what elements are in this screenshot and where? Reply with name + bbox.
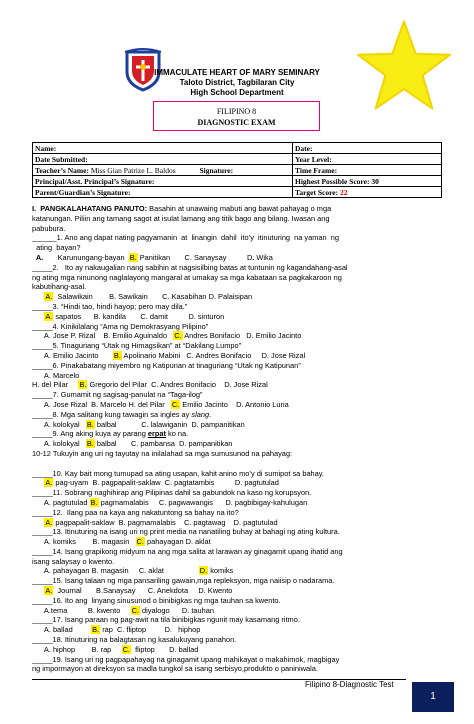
line-text: rap C. fliptop D. hiphop [100, 625, 201, 635]
answer-highlight: C. [136, 537, 144, 547]
school-district: Taloto District, Tagbilaran City [179, 78, 295, 87]
line-text: diyalogo D. tauhan [140, 605, 214, 615]
line-text: _____16. Ito ang linyang sinusunod o binibigkas ng mga tauhan sa kwento. [32, 595, 281, 605]
exam-line [32, 625, 444, 635]
line-text: A.tema B. kwento [32, 605, 131, 615]
exam-line [32, 557, 444, 567]
line-text [32, 518, 44, 527]
exam-line [32, 429, 444, 439]
line-text: pagpapalit-saklaw B. pagmamalabis C. pagtawag D. pagtutulad [53, 517, 278, 527]
exam-line [32, 449, 444, 459]
teacher-label: Teacher’s Name: [35, 165, 89, 175]
subject-title: FILIPINO 8 [216, 107, 257, 116]
exam-line [32, 586, 444, 596]
time-frame-field[interactable]: Time Frame: [293, 165, 442, 176]
exam-line [32, 478, 444, 488]
exam-line [32, 371, 444, 381]
answer-highlight: A. [45, 478, 53, 488]
exam-title: DIAGNOSTIC EXAM [197, 118, 276, 127]
line-text: pabubura. [32, 223, 66, 233]
line-text: Wika [254, 252, 273, 262]
answer-highlight: A. [45, 586, 53, 596]
line-text: _____10. Kay bait mong tumupad sa ating usapan, kahit anino mo’y di sumipot sa bahay. [32, 468, 324, 478]
exam-line [32, 635, 444, 645]
line-text: Salawikain B. Sawikain C. Kasabihan D. Palaisipan [53, 292, 253, 302]
line-text: _____18. Itinuturing na balagtasan ng kasalukuyang panahon. [32, 635, 237, 645]
exam-line [32, 459, 444, 469]
exam-line [32, 498, 444, 508]
line-text: A. Marcelo [32, 370, 80, 380]
line-text: _____14. Isang grapikong midyum na ang mga salita at larawan ay ginagamit upang ihatid ang [32, 546, 343, 556]
line-text: Andres Bonifacio D. Emilio Jacinto [182, 331, 302, 341]
exam-line [32, 380, 444, 390]
line-text: A. Emilio Jacinto [32, 350, 113, 360]
line-text: slang [191, 409, 210, 419]
exam-line [32, 488, 444, 498]
line-text: _____15. Isang talaan ng mga pansariling gawain,mga repleksyon, mga naiisip o nadarama. [32, 576, 335, 586]
footer-text: Filipino 8-Diagnostic Test [305, 680, 394, 689]
line-text: kabutihang-asal. [32, 282, 87, 292]
line-text [32, 312, 44, 321]
line-text: katanungan. Piliin ang tamang sagot at isulat lamang ang titik bago ang bilang. Iwasan ang [32, 213, 330, 223]
line-text: H. del Pilar [32, 380, 79, 390]
exam-line [32, 282, 444, 292]
line-text: _____6. Pinakabatang miyembro ng Katipunan at tinaguriang “Utak ng Katipunan” [32, 360, 301, 370]
line-text: balbal C. pambansa D. pampanitikan [94, 439, 233, 449]
exam-line [32, 566, 444, 576]
exam-line [32, 547, 444, 557]
school-department: High School Department [190, 88, 284, 97]
highest-score-field: Highest Possible Score: 30 [293, 176, 442, 187]
answer-highlight: A. [45, 517, 53, 527]
line-text [32, 586, 44, 595]
exam-line [32, 664, 444, 674]
exam-line [32, 273, 444, 283]
line-text: ng ating mga ninunong naglalayong mangaral at umakay sa mga kabataan sa pagkakaroon ng [32, 272, 342, 282]
line-text: pag-uyam B. pagpapalit-saklaw C. pagtatambis D. pagtutulad [53, 478, 279, 488]
exam-line [32, 400, 444, 410]
exam-line [32, 410, 444, 420]
exam-line [32, 508, 444, 518]
line-text [32, 292, 44, 301]
line-text: _____13. Itinuturing na isang uri ng print media na nanatiling buhay at bahagi ng ating kultura. [32, 527, 340, 537]
line-text: _____7. Gumamit ng sagisag-panulat na “Taga-ilog” [32, 390, 203, 400]
exam-line [32, 390, 444, 400]
line-text: Karunungang-bayan [43, 252, 129, 262]
line-text: ng impormayon at direksyon sa madla tungkol sa isang serbisyo,produkto o paniniwala. [32, 664, 318, 674]
line-text: _____12. Ilang paa na kaya ang nakatuntong sa bahay na ito? [32, 507, 239, 517]
answer-highlight: A. [45, 311, 53, 321]
answer-highlight: B. [86, 419, 94, 429]
answer-highlight: B. [113, 350, 121, 360]
year-level-field[interactable]: Year Level: [293, 154, 442, 165]
line-text: ______1. Ano ang dapat nating pagyamanin at linangin dahil ito’y itinuturing na yaman ng [32, 233, 339, 243]
line-text: Apolinario Mabini C. Andres Bonifacio D. Jose Rizal [121, 350, 306, 360]
line-text: 10-12 Tukuyin ang uri ng tayutay na inilalahad sa mga sumusunod na pahayag: [32, 448, 293, 458]
answer-highlight: A. [45, 292, 53, 302]
exam-line [32, 243, 444, 253]
line-text: balbal C. lalawiganin D. pampanitikan [94, 419, 245, 429]
line-text: Panitikan C. Sanaysay D [137, 252, 253, 262]
line-text: A. komiks B. magasin [32, 537, 136, 547]
line-text: Basahin at unawaing mabuti ang bawat pahayag o mga [149, 204, 332, 213]
exam-title-box [153, 101, 320, 131]
exam-line [32, 576, 444, 586]
line-text: . [252, 252, 255, 262]
exam-line [32, 469, 444, 479]
target-score-label: Target Score: [295, 187, 339, 197]
line-text: I. PANGKALAHATANG PANUTO: [32, 204, 150, 213]
exam-line [32, 204, 444, 214]
exam-line [32, 361, 444, 371]
line-text: komiks [208, 566, 234, 576]
line-text: Gregorio del Pilar C. Andres Bonifacio D. Jose Rizal [87, 380, 268, 390]
exam-line [32, 341, 444, 351]
line-text: _____8. Mga salitang kung tawagin sa ingles ay [32, 409, 192, 419]
target-score-value: 22 [340, 187, 348, 197]
line-text: A. ballad [32, 625, 92, 635]
principal-signature-field[interactable]: Principal/Asst. Principal’s Signature: [33, 176, 293, 187]
line-text: _____2. Ito ay nakaugalian nang sabihin at nagsisilbing batas at tuntunin ng kagandahang-asal [32, 262, 348, 272]
answer-highlight: D. [199, 566, 208, 576]
page-number: 1 [412, 682, 454, 712]
answer-highlight: C. [171, 399, 180, 409]
line-text: . [209, 409, 212, 419]
name-field[interactable]: Name: [33, 143, 293, 154]
exam-line [32, 527, 444, 537]
exam-line [32, 214, 444, 224]
line-text: Journal B.Sanaysay C. Anekdota D. Kwento [53, 586, 233, 596]
exam-line [32, 331, 444, 341]
line-text: _____19. Isang uri ng pagpapahayag na ginagamit upang mahikayat o makahimok, magbigay [32, 654, 340, 664]
line-text: A. Jose P. Rizal B. Emilio Aguinaldo [32, 331, 174, 341]
student-info-table [32, 142, 442, 198]
line-text: A. [32, 252, 44, 262]
line-text: pahayagan D. aklat [144, 537, 211, 547]
line-text: _____5. Tinaguriang “Utak ng Himagsikan” at “Dakilang Lumpo” [32, 341, 242, 351]
teacher-name: Miss Gian Patrize L. Baldos [90, 165, 176, 175]
line-text [32, 478, 44, 487]
exam-line [32, 312, 444, 322]
line-text: A. kolokyal [32, 419, 86, 429]
answer-highlight: C. [131, 605, 139, 615]
exam-line [32, 322, 444, 332]
exam-line [32, 253, 444, 263]
exam-line [32, 645, 444, 655]
school-name: IMMACULATE HEART OF MARY SEMINARY [154, 68, 320, 77]
line-text: ko na. [165, 429, 189, 439]
answer-highlight: B. [90, 497, 98, 507]
line-text: A. pagtutulad [32, 497, 90, 507]
line-text: _____4. Kinikilalang “Ama ng Demokrasyang Pilipino” [32, 321, 209, 331]
line-text: _____11. Sobrang naghihirap ang Pilipinas dahil sa gabundok na kaso ng korupsyon. [32, 488, 312, 498]
line-text: _____9. Ang aking kuya ay parang [32, 429, 148, 439]
exam-line [32, 292, 444, 302]
exam-line [32, 655, 444, 665]
exam-line [32, 233, 444, 243]
exam-line [32, 615, 444, 625]
signature-label: Signature: [199, 165, 234, 175]
exam-line [32, 224, 444, 234]
exam-line [32, 302, 444, 312]
exam-line [32, 518, 444, 528]
line-text: A. pahayagan B. magasin C. aklat [32, 566, 199, 576]
line-text: A. Jose Rizal B. Marcelo H. del Pilar [32, 399, 171, 409]
line-text: erpat [147, 429, 166, 439]
exam-line [32, 537, 444, 547]
parent-signature-field[interactable]: Parent/Guardian’s Signature: [33, 187, 293, 198]
teacher-name-field [33, 165, 293, 176]
exam-line [32, 263, 444, 273]
exam-line [32, 606, 444, 616]
line-text: Emilio Jacinto D. Antonio Luna [180, 399, 289, 409]
exam-questions [32, 204, 444, 674]
date-submitted-field[interactable]: Date Submitted: [33, 154, 293, 165]
line-text: A. kolokyal [32, 439, 86, 449]
answer-highlight: C. [174, 331, 182, 341]
answer-highlight: B. [86, 439, 94, 449]
answer-highlight: C. [122, 644, 130, 654]
line-text: A. hiphop B. rap [32, 644, 122, 654]
line-text: isang salaysay o kwento. [32, 556, 115, 566]
answer-highlight: B. [92, 625, 100, 635]
line-text: _____17. Isang paraan ng pag-awit na tila binibigkas ngunit may kasamang ritmo. [32, 615, 300, 625]
exam-line [32, 596, 444, 606]
target-score-field [293, 187, 442, 198]
line-text: _____3. “Hindi tao, hindi hayop; pero may dila.” [32, 301, 188, 311]
exam-line [32, 351, 444, 361]
exam-line [32, 439, 444, 449]
date-field[interactable]: Date: [293, 143, 442, 154]
line-text: pagmamalabis C. pagwawangis D. pagbibigay-kahulugan [98, 497, 308, 507]
answer-highlight: B. [129, 252, 137, 262]
star-icon [355, 18, 453, 113]
answer-highlight: B. [79, 380, 87, 390]
line-text: sapatos B. kandila C. damit D. sinturon [53, 311, 225, 321]
exam-line [32, 420, 444, 430]
line-text: fliptop D. ballad [130, 644, 199, 654]
line-text: ating bayan? [32, 243, 81, 253]
